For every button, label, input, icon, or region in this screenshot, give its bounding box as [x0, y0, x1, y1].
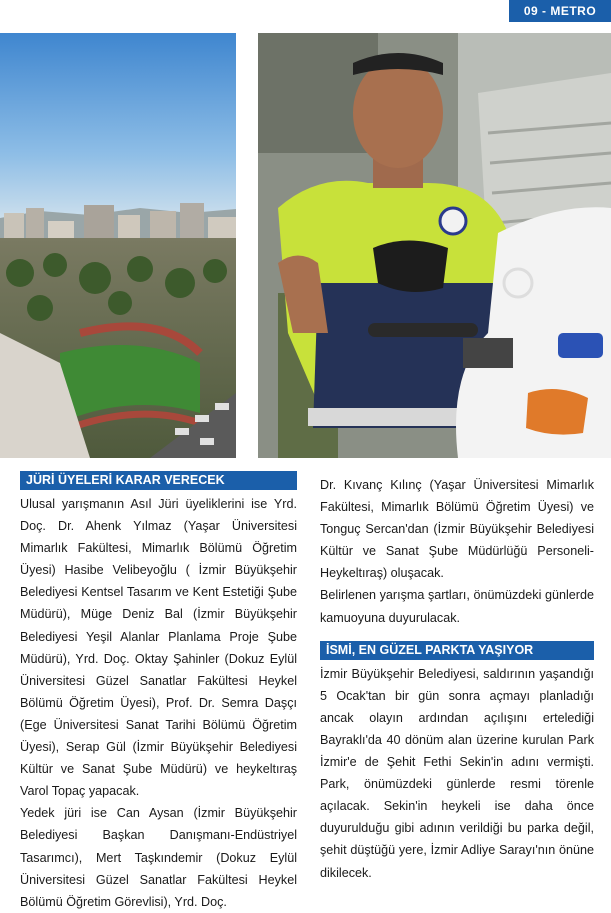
paragraph-juri-continued: Dr. Kıvanç Kılınç (Yaşar Üniversitesi Mimarlık Fakültesi, Mimarlık Bölümü Öğretim Üyesi) ve Tonguç Sercan'dan (İzmir Büyükşehir Belediyesi Kültür ve Sanat Şube Müdürlüğü Personeli-Heykeltıraş) oluşacak. — [320, 478, 594, 581]
section-heading-park: İSMİ, EN GÜZEL PARKTA YAŞIYOR — [320, 641, 594, 660]
police-officer-photo — [258, 33, 611, 458]
article-column-right — [320, 474, 594, 884]
article-column-left — [20, 471, 297, 913]
section-heading-juri: JÜRİ ÜYELERİ KARAR VERECEK — [20, 471, 297, 490]
paragraph-park: İzmir Büyükşehir Belediyesi, saldırının yaşandığı 5 Ocak'tan bir gün sonra açmayı planladığı ancak olayın ardından açılışını ertelediği Bayraklı'da 40 dönüm alan üzerine kurulan Park İzmir'e de Şehit Fethi Sekin'in adını vermişti. Park, önümüzdeki günlerde resmi törenle açılacak. Sekin'in heykeli ise daha önce duyurulduğu gibi adının verildiği bu parka değil, şehit düştüğü yere, İzmir Adliye Sarayı'nın önüne dikilecek. — [320, 666, 594, 880]
paragraph-juri-main: Ulusal yarışmanın Asıl Jüri üyeliklerini ise Yrd. Doç. Dr. Ahenk Yılmaz (Yaşar Üniversitesi Mimarlık Fakültesi, Mimarlık Bölümü Öğretim Üyesi) Hasibe Velibeyoğlu ( İzmir Büyükşehir Belediyesi Kentsel Tasarım ve Kent Estetiği Şube Müdürü), Müge Deniz Bal (İzmir Büyükşehir Belediyesi Yeşil Alanlar Planlama Proje Şube Müdürü), Yrd. Doç. Oktay Şahinler (Dokuz Eylül Üniversitesi Güzel Sanatlar Fakültesi Heykel Bölümü Öğretim Üyesi), Prof. Dr. Semra Daşçı (Ege Üniversitesi Sanat Tarihi Bölümü Öğretim Üyesi), Serap Gül (İzmir Büyükşehir Belediyesi Kültür ve Sanat Şube Müdürü) ve heykeltıraş Varol Topaç yapacak. — [20, 497, 297, 799]
paragraph-juri-reserve: Yedek jüri ise Can Aysan (İzmir Büyükşehir Belediyesi Başkan Danışmanı-Endüstriyel Tasarımcı), Mert Taşkındemir (Dokuz Eylül Üniversitesi Güzel Sanatlar Fakültesi Heykel Bölümü Öğretim Görevlisi), Yrd. Doç. — [20, 806, 297, 909]
paragraph-juri-announcement: Belirlenen yarışma şartları, önümüzdeki günlerde kamuoyuna duyurulacak. — [320, 588, 594, 625]
page-number-tab: 09 - METRO — [509, 0, 611, 22]
city-park-aerial-photo — [0, 33, 236, 458]
